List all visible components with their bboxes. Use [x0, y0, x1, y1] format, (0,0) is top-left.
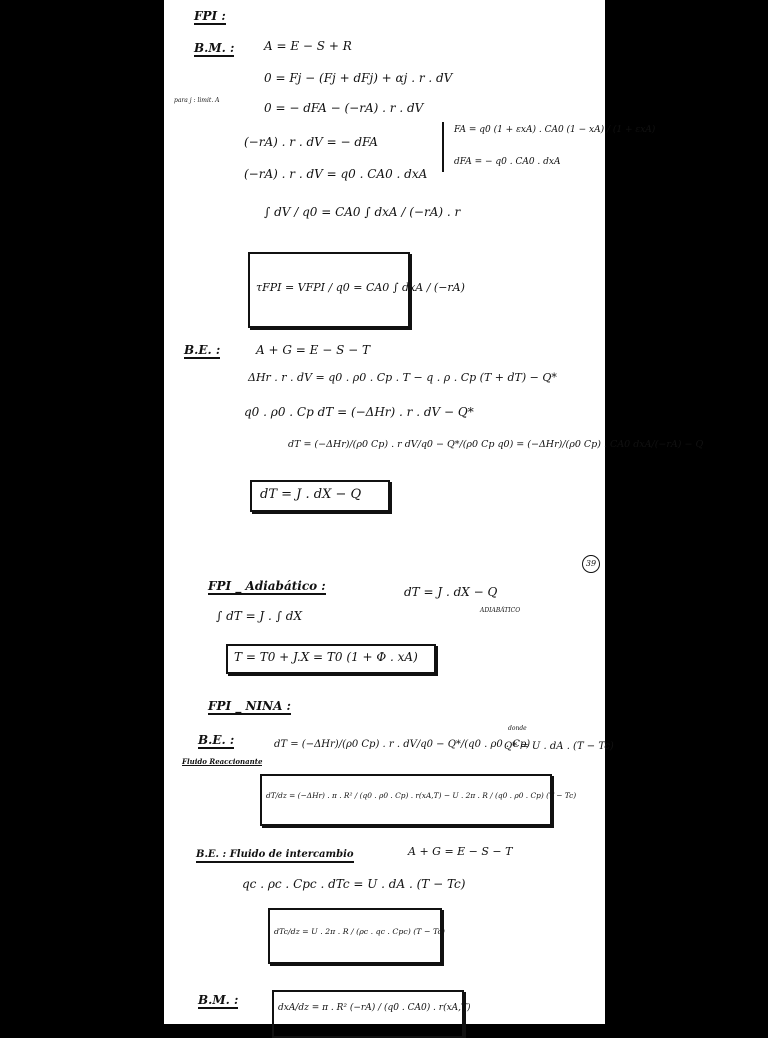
equation-intercambio-1: A + G = E − S − T [408, 845, 513, 858]
equation-nina-1: dT = (−ΔHr)/(ρ0 Cp) . r . dV/q0 − Q*/(q0 . ρ0 . Cp) [274, 739, 531, 750]
result-box-dTcdz [268, 908, 442, 964]
heading-be-intercambio: B.E. : Fluido de intercambio [196, 850, 354, 863]
side-equation-1: FA = q0 (1 + εxA) . CA0 (1 − xA) / (1 + εxA) [454, 125, 656, 135]
label-fluido-reaccionante: Fluido Reaccionante [182, 757, 263, 766]
note-para-j: para j : limit. A [174, 97, 220, 104]
heading-bm-bottom: B.M. : [198, 993, 239, 1007]
equation-be-2: ΔHr . r . dV = q0 . ρ0 . Cp . T − q . ρ . Cp (T + dT) − Q* [248, 371, 557, 384]
equation-dTcdz: dTc/dz = U . 2π . R / (ρc . qc . Cpc) (T − Tc) [274, 927, 445, 936]
equation-adiabatico-1: dT = J . dX − Q [404, 585, 498, 599]
equation-integral: ∫ dV / q0 = CA0 ∫ dxA / (−rA) . r [264, 205, 461, 219]
heading-fpi: FPI : [194, 9, 226, 23]
equation-be-3: q0 . ρ0 . Cp dT = (−ΔHr) . r . dV − Q* [244, 405, 474, 419]
equation-T: T = T0 + J.X = T0 (1 + Φ . xA) [234, 650, 418, 664]
equation-bm-3: 0 = − dFA − (−rA) . r . dV [264, 101, 424, 115]
equation-bm-4: (−rA) . r . dV = − dFA [244, 135, 378, 149]
page-number: 39 [582, 555, 600, 573]
heading-bm: B.M. : [194, 41, 235, 55]
equation-intercambio-2: qc . ρc . Cpc . dTc = U . dA . (T − Tc) [242, 877, 466, 891]
equation-be-4: dT = (−ΔHr)/(ρ0 Cp) . r dV/q0 − Q*/(ρ0 Cp q0) = (−ΔHr)/(ρ0 Cp) . CA0 dxA/(−rA) − Q [288, 439, 704, 450]
divider-line [442, 122, 444, 172]
heading-be: B.E. : [184, 343, 221, 357]
note-donde: donde [508, 725, 527, 732]
equation-bm-2: 0 = Fj − (Fj + dFj) + αj . r . dV [264, 71, 453, 85]
note-adiabatico: ADIABÁTICO [480, 607, 521, 614]
scanned-page [164, 0, 704, 1024]
equation-dT: dT = J . dX − Q [260, 487, 362, 502]
heading-be-nina: B.E. : [198, 733, 235, 747]
equation-adiabatico-2: ∫ dT = J . ∫ dX [216, 609, 302, 623]
heading-fpi-nina: FPI _ NINA : [208, 699, 291, 713]
side-equation-2: dFA = − q0 . CA0 . dxA [454, 157, 561, 167]
heading-fpi-adiabatico: FPI _ Adiabático : [208, 579, 326, 593]
result-box-dTdz [260, 774, 552, 826]
equation-nina-q: Q* = U . dA . (T − Tc) [504, 741, 614, 752]
equation-bm-1: A = E − S + R [264, 39, 352, 53]
equation-dTdz: dT/dz = (−ΔHr) . π . R² / (q0 . ρ0 . Cp) . r(xA,T) − U . 2π . R / (q0 . ρ0 . Cp) (T − Tc) [266, 791, 577, 800]
equation-bm-5: (−rA) . r . dV = q0 . CA0 . dxA [244, 167, 428, 181]
equation-be-1: A + G = E − S − T [256, 343, 370, 357]
result-box-dxAdz [272, 990, 464, 1038]
equation-dxAdz: dxA/dz = π . R² (−rA) / (q0 . CA0) . r(xA,T) [278, 1003, 471, 1013]
equation-tau: τFPI = VFPI / q0 = CA0 ∫ dxA / (−rA) [256, 281, 465, 294]
